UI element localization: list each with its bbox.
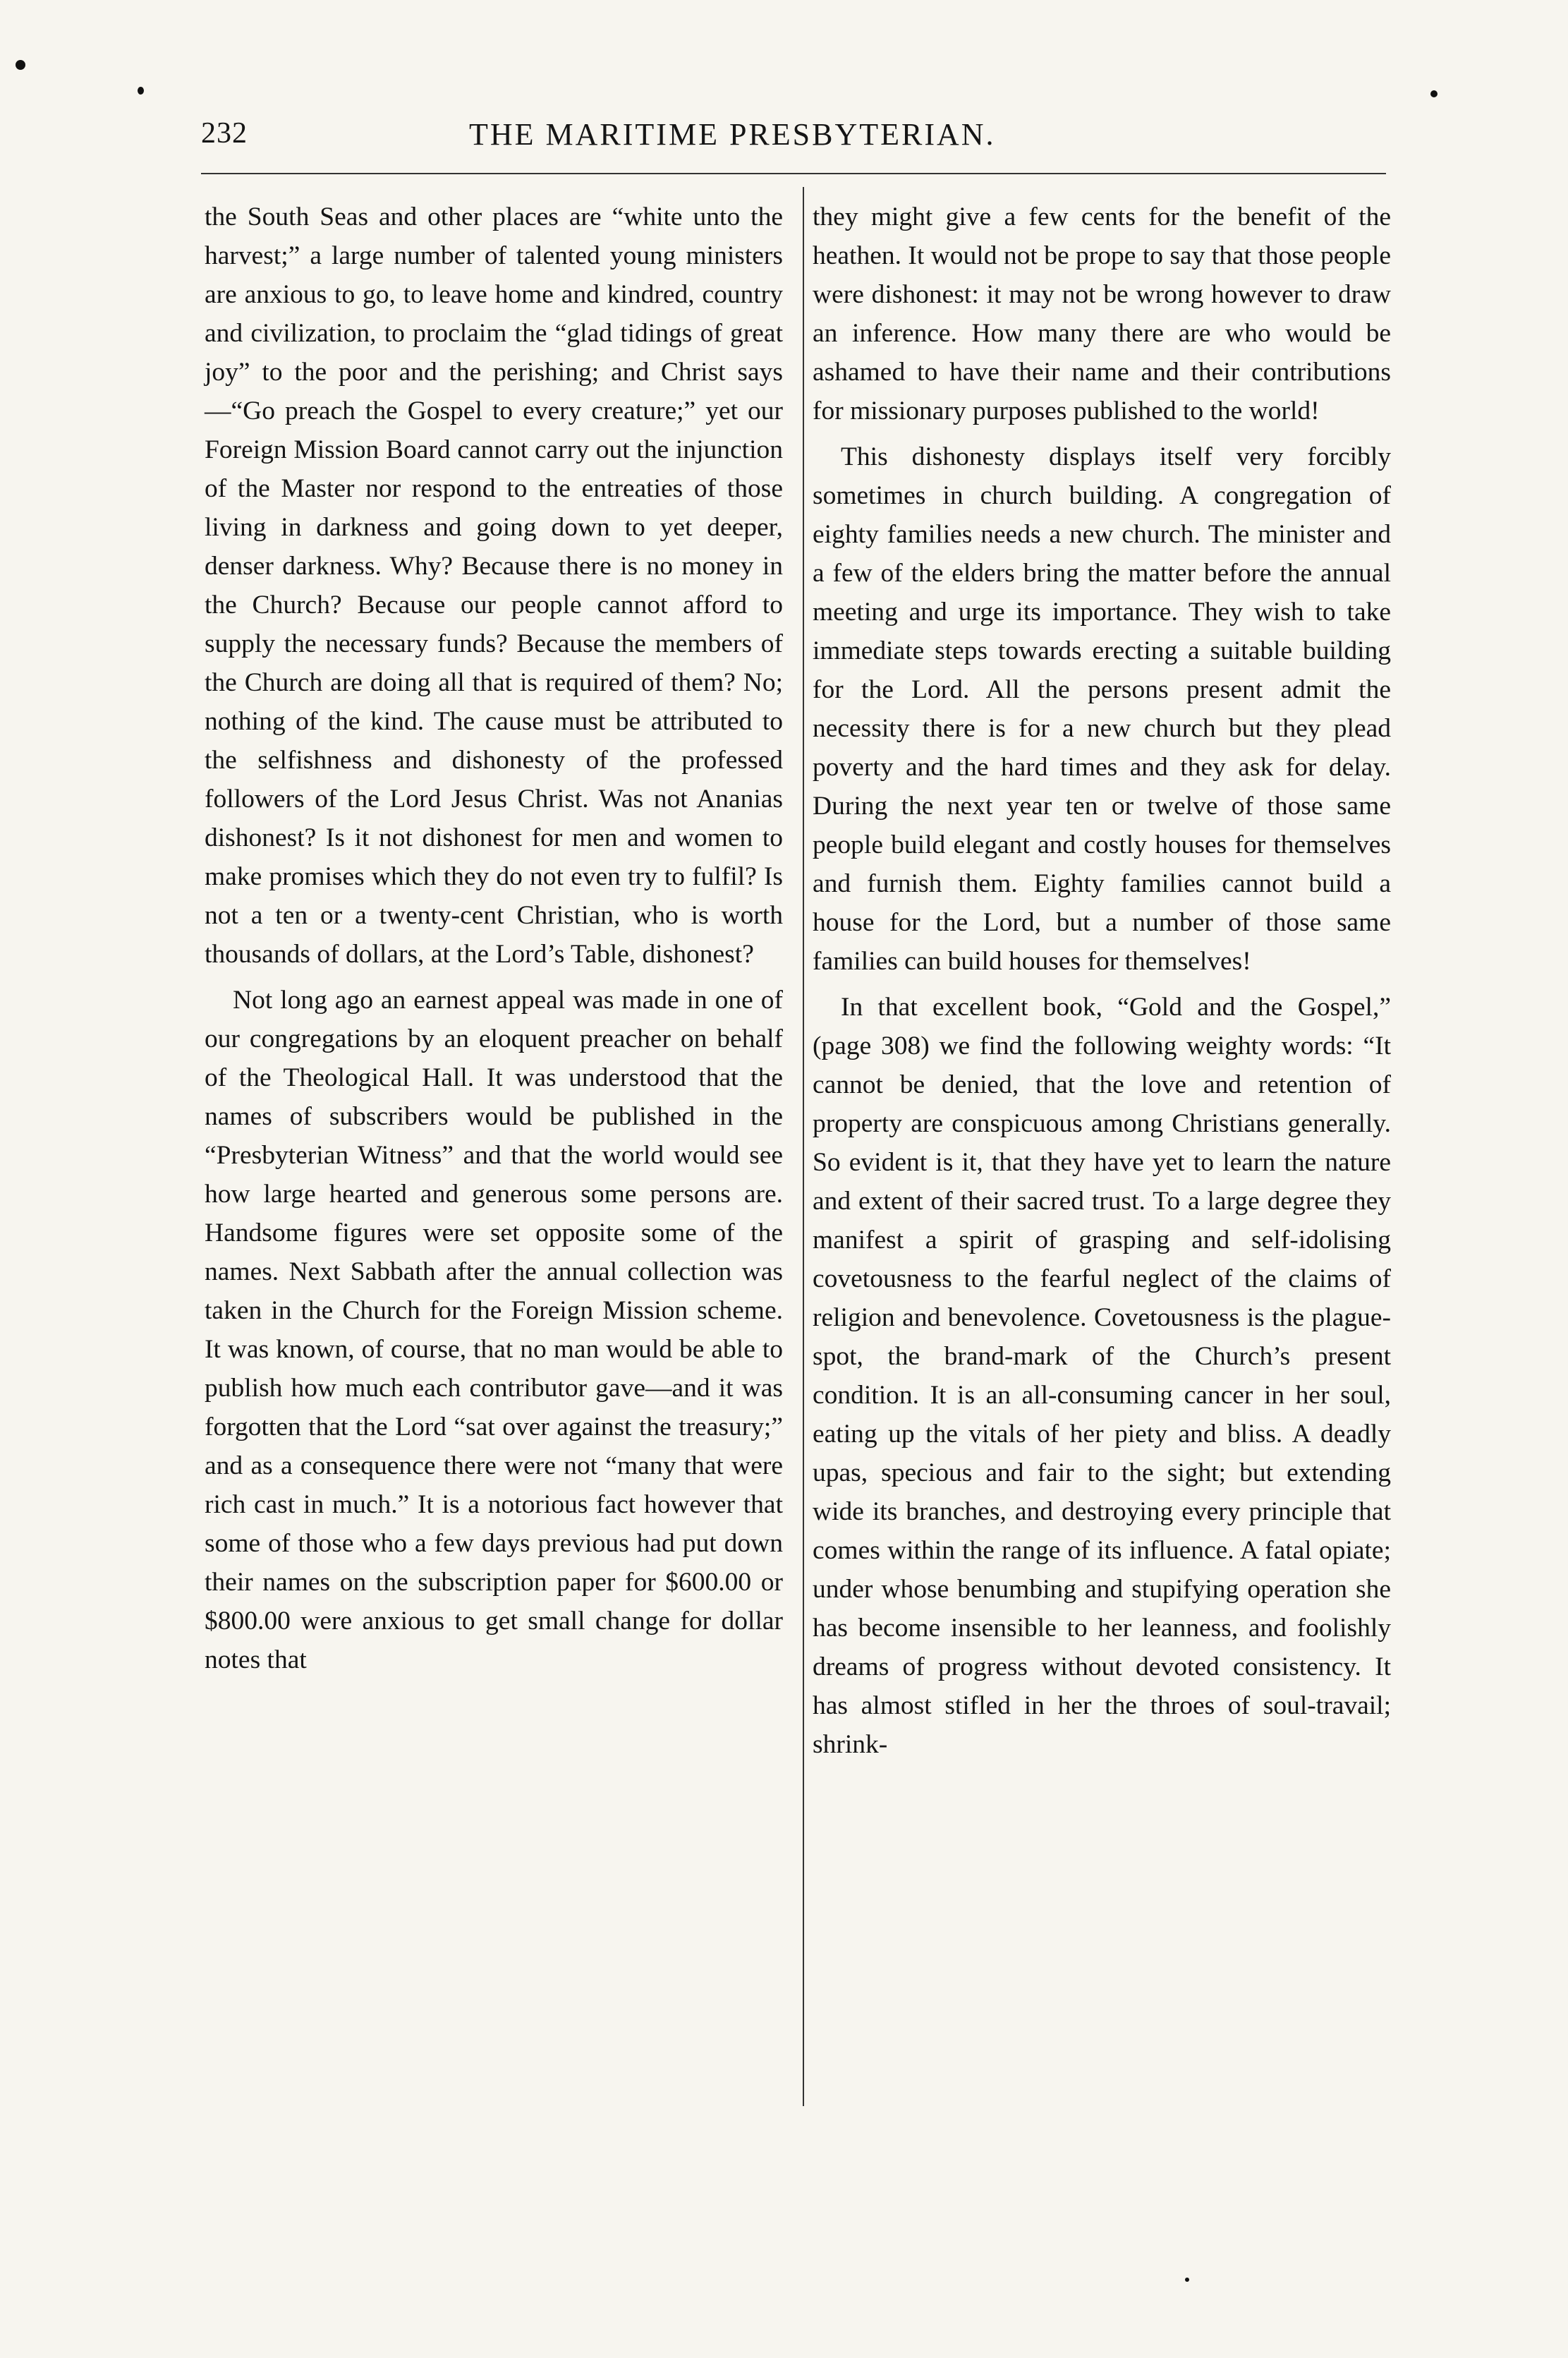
paragraph: In that excellent book, “Gold and the Gospel,” (page 308) we find the following weighty words: “It cannot be denied, that the love and retention of property are conspicuous among Christians generally. So evident is it, that they have yet to learn the nature and extent of their sacred trust. To a large degree they manifest a spirit of grasping and self-idolising covetousness to the fearful neglect of the claims of religion and benevolence. Covetousness is the plague-spot, the brand-mark of the Church’s present condition. It is an all-consuming cancer in her soul, eating up the vitals of her piety and bliss. A deadly upas, specious and fair to the sight; but extending wide its branches, and destroying every principle that comes within the range of its influence. A fatal opiate; under whose benumbing and stupifying operation she has become insensible to her leanness, and foolishly dreams of progress without devoted consistency. It has almost stifled in her the throes of soul-travail; shrink- — [813, 993, 1391, 1759]
paragraph: they might give a few cents for the benefit of the heathen. It would not be prope to say that those people were dishonest: it may not be wrong however to draw an inference. How many there are who would be ashamed to have their name and their contributions for missionary purposes published to the world! — [813, 202, 1391, 425]
page-header — [201, 116, 1390, 166]
ink-speck — [138, 87, 144, 95]
paragraph: Not long ago an earnest appeal was made in one of our congregations by an eloquent preacher on behalf of the Theological Hall. It was understood that the names of subscribers would be published in the “Presbyterian Witness” and that the world would see how large hearted and generous some persons are. Handsome figures were set opposite some of the names. Next Sabbath after the annual collection was taken in the Church for the Foreign Mission scheme. It was known, of course, that no man would be able to publish how much each contributor gave—and it was forgotten that the Lord “sat over against the treasury;” and as a consequence there were not “many that were rich cast in much.” It is a notorious fact however that some of those who a few days previous had put down their names on the subscription paper for $600.00 or $800.00 were anxious to get small change for dollar notes that — [205, 986, 783, 1674]
right-column — [813, 198, 1391, 1764]
column-divider — [803, 187, 804, 2106]
ink-speck — [16, 60, 25, 70]
header-rule — [201, 173, 1386, 174]
paragraph: the South Seas and other places are “white unto the harvest;” a large number of talented young ministers are anxious to go, to leave home and kindred, country and civilization, to proclaim the “glad tidings of great joy” to the poor and the perishing; and Christ says—“Go preach the Gospel to every creature;” yet our Foreign Mission Board cannot carry out the injunction of the Master nor respond to the entreaties of those living in darkness and going down to yet deeper, denser darkness. Why? Because there is no money in the Church? Because our people cannot afford to supply the necessary funds? Because the members of the Church are doing all that is required of them? No; nothing of the kind. The cause must be attributed to the selfishness and dishonesty of the professed followers of the Lord Jesus Christ. Was not Ananias dishonest? Is it not dishonest for men and women to make promises which they do not even try to fulfil? Is not a ten or a twenty-cent Christian, who is worth thousands of dollars, at the Lord’s Table, dishonest? — [205, 202, 783, 969]
paragraph: This dishonesty displays itself very forcibly sometimes in church building. A congregation of eighty families needs a new church. The minister and a few of the elders bring the matter before the annual meeting and urge its importance. They wish to take immediate steps towards erecting a suitable building for the Lord. All the persons present admit the necessity there is for a new church but they plead poverty and the hard times and they ask for delay. During the next year ten or twelve of those same people build elegant and costly houses for themselves and furnish them. Eighty families cannot build a house for the Lord, but a number of those same families can build houses for themselves! — [813, 442, 1391, 976]
ink-speck — [1185, 2278, 1189, 2282]
journal-title: THE MARITIME PRESBYTERIAN. — [469, 117, 996, 152]
page-number: 232 — [201, 117, 248, 150]
left-column — [205, 198, 783, 1679]
ink-speck — [1430, 90, 1438, 97]
